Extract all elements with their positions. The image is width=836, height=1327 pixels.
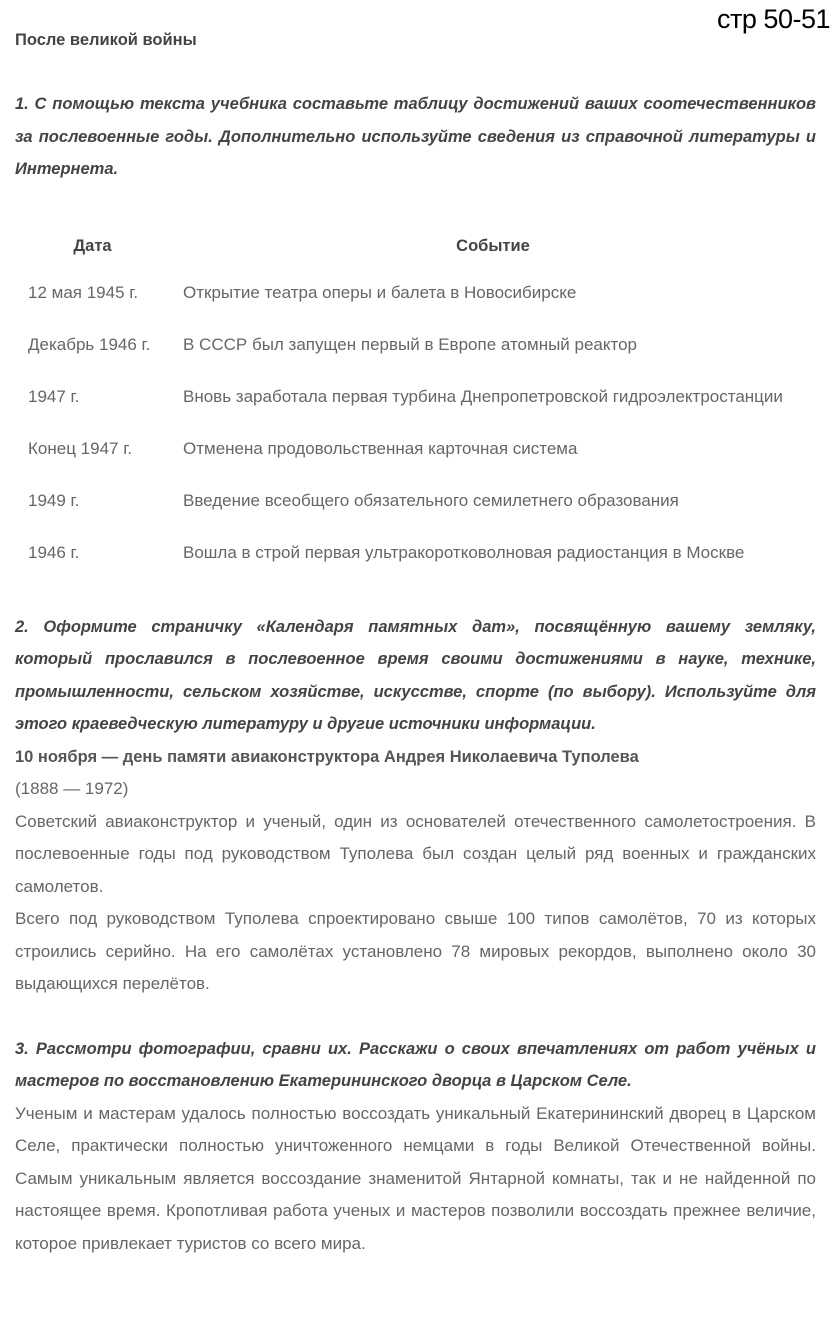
row-date: 1946 г. <box>28 542 80 562</box>
answer-2-paragraph-1: Советский авиаконструктор и ученый, один из основателей отечественного самолетостроения. В послевоенные годы под руководством Туполева был создан целый ряд военных и гражданских самолетов. <box>15 811 816 896</box>
achievements-table <box>15 227 816 579</box>
answer-2-paragraph-2: Всего под руководством Туполева спроектировано свыше 100 типов самолётов, 70 из которых строились серийно. На его самолётах установлено 78 мировых рекордов, выполнено около 30 выдающихся перелётов. <box>15 909 816 993</box>
task-3-prompt: 3. Рассмотри фотографии, сравни их. Расскажи о своих впечатлениях от работ учёных и мастеров по восстановлению Екатерининского дворца в Царском Селе. <box>15 1039 816 1090</box>
table-row <box>15 475 816 527</box>
section-title: После великой войны <box>15 31 197 49</box>
page-number: стр 50-51 <box>717 4 830 34</box>
table-row <box>15 371 816 423</box>
column-header-date: Дата <box>73 237 112 255</box>
table-header-row <box>15 227 816 267</box>
answer-3-paragraph: Ученым и мастерам удалось полностью воссоздать уникальный Екатерининский дворец в Царском Селе, практически полностью уничтоженного немцами в годы Великой Отечественной войны. Самым уникальным является воссоздание знаменитой Янтарной комнаты, так и не найденной по настоящее время. Кропотливая работа ученых и мастеров позволили воссоздать прежнее величие, которое привлекает туристов со всего мира. <box>15 1103 816 1253</box>
row-date: Конец 1947 г. <box>28 438 133 458</box>
row-date: 1949 г. <box>28 490 80 510</box>
row-date: 1947 г. <box>28 386 80 406</box>
task-1-prompt: 1. С помощью текста учебника составьте таблицу достижений ваших соотечественников за послевоенные годы. Дополнительно используйте сведения из справочной литературы и Интернета. <box>15 95 816 178</box>
table-row <box>15 423 816 475</box>
document-body <box>15 26 816 1260</box>
column-header-event: Событие <box>456 237 530 255</box>
row-event: Открытие театра оперы и балета в Новосибирске <box>183 282 577 302</box>
table-row <box>15 527 816 579</box>
life-years: (1888 — 1972) <box>15 779 129 798</box>
task-2-prompt: 2. Оформите страничку «Календаря памятных дат», посвящённую вашему земляку, который прославился в послевоенное время своими достижениями в науке, технике, промышленности, сельском хозяйстве, искусстве, спорте (по выбору). Используйте для этого краеведческую литературу и другие источники информации. <box>15 617 816 733</box>
row-event: Вошла в строй первая ультракоротковолновая радиостанция в Москве <box>183 542 745 562</box>
memorial-date-heading: 10 ноября — день памяти авиаконструктора Андрея Николаевича Туполева <box>15 747 639 766</box>
row-event: Введение всеобщего обязательного семилетнего образования <box>183 490 679 510</box>
table-row <box>15 319 816 371</box>
row-event: Вновь заработала первая турбина Днепропетровской гидроэлектростанции <box>183 386 783 406</box>
row-event: В СССР был запущен первый в Европе атомный реактор <box>183 334 638 354</box>
row-date: Декабрь 1946 г. <box>28 334 151 354</box>
row-date: 12 мая 1945 г. <box>28 282 139 302</box>
table-row <box>15 267 816 319</box>
row-event: Отменена продовольственная карточная система <box>183 438 578 458</box>
